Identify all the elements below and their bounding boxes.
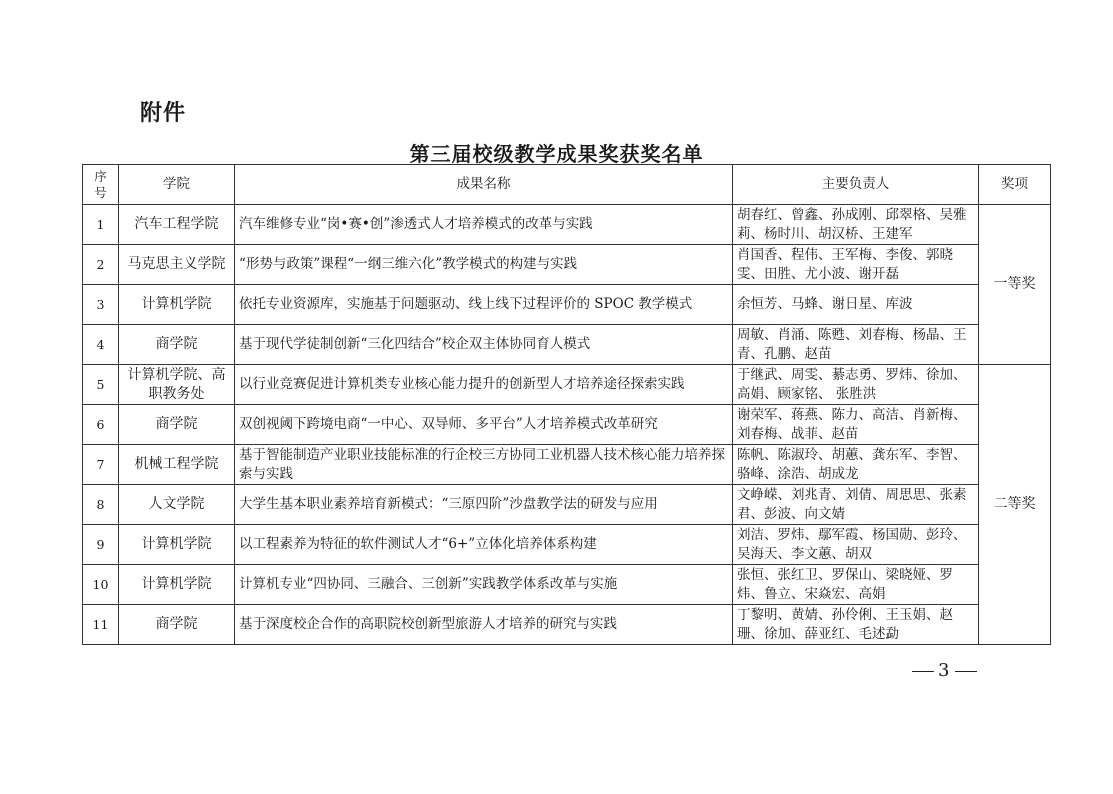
cell-college: 商学院 [119,325,235,365]
table-row [83,325,1051,365]
cell-name: 汽车维修专业“岗•赛•创”渗透式人才培养模式的改革与实践 [235,205,733,245]
page-dash-right [955,671,977,672]
cell-seq: 7 [83,445,119,485]
header-award: 奖项 [979,165,1051,205]
header-name: 成果名称 [235,165,733,205]
header-college: 学院 [119,165,235,205]
cell-leaders: 周敏、肖涌、陈甦、刘春梅、杨晶、王青、孔鹏、赵苗 [733,325,979,365]
cell-name: 以行业竞赛促进计算机类专业核心能力提升的创新型人才培养途径探索实践 [235,365,733,405]
cell-leaders: 肖国香、程伟、王军梅、李俊、郭晓雯、田胜、尤小波、谢开磊 [733,245,979,285]
table-row [83,605,1051,645]
table-row [83,205,1051,245]
cell-college: 机械工程学院 [119,445,235,485]
cell-college: 计算机学院、高职教务处 [119,365,235,405]
award-list-table [82,164,1051,645]
cell-seq: 10 [83,565,119,605]
cell-college: 商学院 [119,405,235,445]
page-dash-left [912,671,934,672]
cell-seq: 4 [83,325,119,365]
page-number-value: 3 [938,660,952,681]
cell-college: 汽车工程学院 [119,205,235,245]
cell-leaders: 张恒、张红卫、罗保山、梁晓娅、罗炜、鲁立、宋焱宏、高娟 [733,565,979,605]
cell-name: 基于智能制造产业职业技能标准的行企校三方协同工业机器人技术核心能力培养探索与实践 [235,445,733,485]
header-seq: 序号 [83,165,119,205]
cell-seq: 3 [83,285,119,325]
cell-leaders: 文峥嵘、刘兆青、刘倩、周思思、张素君、彭波、向文婧 [733,485,979,525]
table-row [83,565,1051,605]
table-header-row [83,165,1051,205]
table-row [83,245,1051,285]
cell-name: 基于现代学徒制创新“三化四结合”校企双主体协同育人模式 [235,325,733,365]
cell-name: “形势与政策”课程“一纲三维六化”教学模式的构建与实践 [235,245,733,285]
page-number [908,660,981,681]
attachment-label: 附件 [140,101,187,126]
table-row [83,445,1051,485]
cell-seq: 8 [83,485,119,525]
cell-award-first: 一等奖 [979,205,1051,365]
cell-college: 计算机学院 [119,565,235,605]
cell-name: 以工程素养为特征的软件测试人才“6+”立体化培养体系构建 [235,525,733,565]
cell-name: 依托专业资源库，实施基于问题驱动、线上线下过程评价的 SPOC 教学模式 [235,285,733,325]
table-row [83,405,1051,445]
cell-leaders: 刘洁、罗炜、鄢军霞、杨国勋、彭玲、吴海天、李文蕙、胡双 [733,525,979,565]
cell-seq: 1 [83,205,119,245]
cell-leaders: 胡春红、曾鑫、孙成刚、邱翠格、吴雅莉、杨时川、胡汉桥、王建军 [733,205,979,245]
cell-college: 计算机学院 [119,525,235,565]
cell-seq: 11 [83,605,119,645]
cell-name: 基于深度校企合作的高职院校创新型旅游人才培养的研究与实践 [235,605,733,645]
cell-college: 人文学院 [119,485,235,525]
cell-leaders: 丁黎明、黄婧、孙伶俐、王玉娟、赵珊、徐加、薛亚红、毛述勐 [733,605,979,645]
document-title: 第三届校级教学成果奖获奖名单 [409,142,704,166]
header-leaders: 主要负责人 [733,165,979,205]
cell-name: 双创视阈下跨境电商“一中心、双导师、多平台”人才培养模式改革研究 [235,405,733,445]
cell-leaders: 于继武、周雯、綦志勇、罗炜、徐加、高娟、顾家铭、 张胜洪 [733,365,979,405]
cell-seq: 9 [83,525,119,565]
table-row [83,365,1051,405]
cell-college: 商学院 [119,605,235,645]
cell-award-second: 二等奖 [979,365,1051,645]
cell-seq: 6 [83,405,119,445]
table-row [83,485,1051,525]
cell-seq: 2 [83,245,119,285]
table-row [83,525,1051,565]
cell-name: 计算机专业“四协同、三融合、三创新”实践教学体系改革与实施 [235,565,733,605]
cell-college: 马克思主义学院 [119,245,235,285]
cell-seq: 5 [83,365,119,405]
table-row [83,285,1051,325]
cell-college: 计算机学院 [119,285,235,325]
cell-leaders: 余恒芳、马蜂、谢日星、库波 [733,285,979,325]
cell-leaders: 谢荣军、蒋燕、陈力、高洁、肖新梅、刘春梅、战菲、赵苗 [733,405,979,445]
cell-name: 大学生基本职业素养培育新模式：“三原四阶”沙盘教学法的研发与应用 [235,485,733,525]
cell-leaders: 陈帆、陈淑玲、胡蕙、龚东军、李智、骆峰、涂浩、胡成龙 [733,445,979,485]
